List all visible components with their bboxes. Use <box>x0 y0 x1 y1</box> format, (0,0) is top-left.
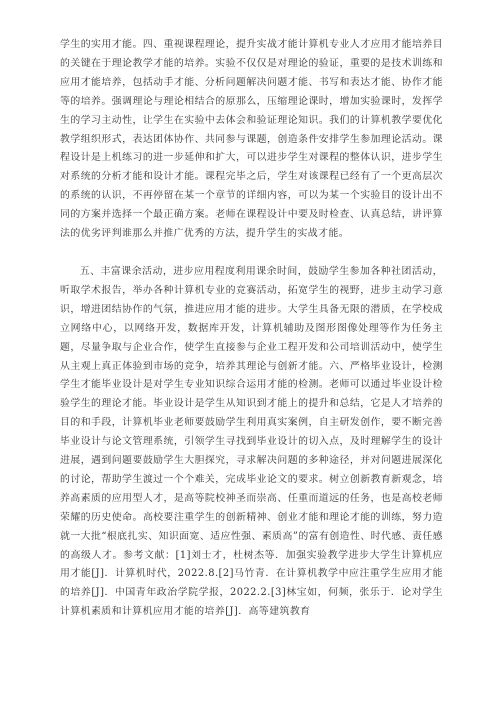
paragraph-1: 学生的实用才能。四、重视课程理论，提升实战才能计算机专业人才应用才能培养目的关键在于理论教学才能的培养。实验不仅仅是对理论的验证，重要的是技术训练和应用才能培养，包括动手才能、分析问题解决问题才能、书写和表达才能、协作才能等的培养。强调理论与理论相结合的原那么，压缩理论课时，增加实验课时，发挥学生的学习主动性，让学生在实验中去体会和验证理论知识。我们的计算机教学要优化教学组织形式，表达团体协作、共同参与课题，创造条件安排学生参加理论活动。课程设计是上机练习的进一步延伸和扩大，可以进步学生对课程的整体认识，进步学生对系统的分析才能和设计才能。课程完毕之后，学生对该课程已经有了一个更高层次的系统的认识，不再停留在某一个章节的详细内容，可以为某一个实验目的设计出不同的方案并选择一个最正确方案。老师在课程设计中要及时检查、认真总结，讲评算法的优劣评判谁那么并推广优秀的方法，提升学生的实战才能。 <box>60 39 443 240</box>
paragraph-2: 五、丰富课余活动，进步应用程度利用课余时间，鼓励学生参加各种社团活动，听取学术报告，举办各种计算机专业的竞赛活动，拓宽学生的视野，进步主动学习意识，增进团结协作的气氛，推进应用才能的进步。大学生具备无限的潜质，在学校成立网络中心，以网络开发，数据库开发，计算机辅助及图形图像处理等作为任务主题，尽量争取与企业合作，使学生直接参与企业工程开发和公司培训活动中，使学生从主观上真正体验到市场的竞争，培养其理论与创新才能。六、严格毕业设计，检测学生才能毕业设计是对学生专业知识综合运用才能的检测。老师可以通过毕业设计检验学生的理论才能。毕业设计是学生从知识到才能上的提升和总结，它是人才培养的目的和手段，计算机毕业老师要鼓励学生利用真实案例，自主研发创作，要不断完善毕业设计与论文管理系统，引领学生寻找到毕业设计的切入点，及时理解学生的设计进展，遇到问题要鼓励学生大胆探究，寻求解决问题的多种途径，并对问题进展深化的讨论，帮助学生渡过一个个难关，完成毕业论文的要求。树立创新教育新观念，培养高素质的应用型人才，是高等院校神圣而崇高、任重而道远的任务，也是高校老师荣耀的历史使命。高校要注重学生的创新精神、创业才能和理论才能的训练，努力造就一大批“根底扎实、知识面宽、适应性强、素质高”的富有创造性、时代感、责任感的高级人才。参考文献：[1]刘士才，杜树杰等．加强实验教学进步大学生计算机应用才能[J]．计算机时代，2022.8.[2]马竹青．在计算机教学中应注重学生应用才能的培养[J]．中国青年政治学院学报，2022.2.[3]林宝如，何频，张乐于．论对学生计算机素质和计算机应用才能的培养[J]．高等建筑教育 <box>60 265 443 618</box>
document-body <box>60 36 443 622</box>
